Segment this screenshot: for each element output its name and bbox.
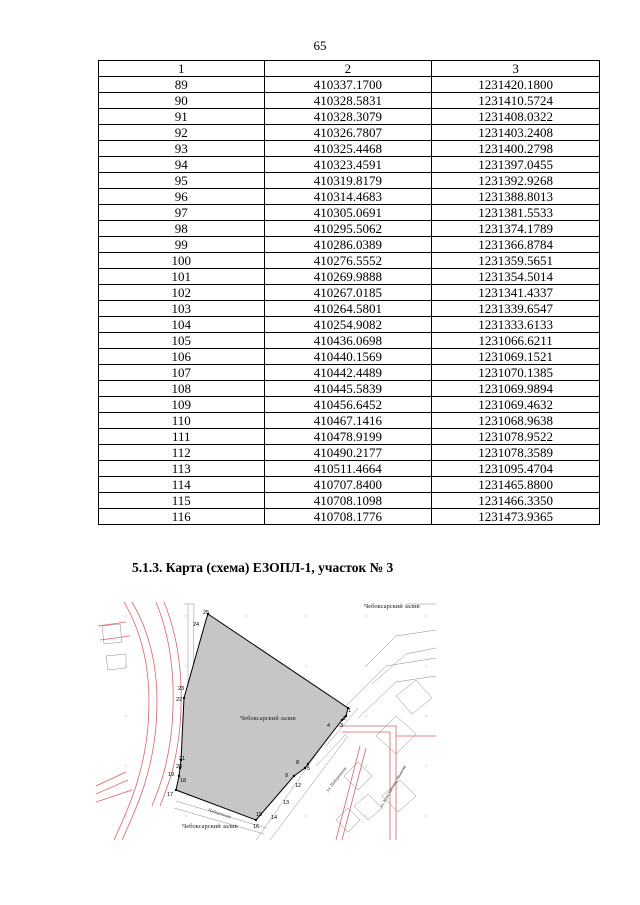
table-row — [99, 461, 600, 477]
cell-y-coordinate: 1231381.5533 — [432, 205, 600, 221]
point-label-22: 22 — [176, 697, 183, 703]
cell-y-coordinate: 1231339.6547 — [432, 301, 600, 317]
cell-point-number: 96 — [99, 189, 265, 205]
point-label-23: 23 — [178, 686, 185, 692]
cell-x-coordinate: 410286.0389 — [264, 237, 432, 253]
cell-y-coordinate: 1231400.2798 — [432, 141, 600, 157]
point-label-19: 19 — [168, 772, 175, 778]
cell-x-coordinate: 410319.8179 — [264, 173, 432, 189]
cell-point-number: 91 — [99, 109, 265, 125]
map-street-label-2: ул. Набережная — [324, 766, 348, 793]
point-label-4: 4 — [327, 723, 331, 729]
cell-y-coordinate: 1231388.8013 — [432, 189, 600, 205]
cell-y-coordinate: 1231359.5651 — [432, 253, 600, 269]
table-row — [99, 301, 600, 317]
column-header-x: 2 — [264, 61, 432, 77]
table-row — [99, 429, 600, 445]
point-label-8: 8 — [296, 760, 300, 766]
cell-x-coordinate: 410325.4468 — [264, 141, 432, 157]
cell-x-coordinate: 410490.2177 — [264, 445, 432, 461]
table-row — [99, 493, 600, 509]
point-label-20: 20 — [176, 764, 183, 770]
table-row — [99, 381, 600, 397]
grid-cross — [124, 714, 128, 718]
cell-y-coordinate: 1231374.1789 — [432, 221, 600, 237]
river-bank-red-lines — [96, 602, 181, 840]
cell-x-coordinate: 410445.5839 — [264, 381, 432, 397]
cell-x-coordinate: 410708.1098 — [264, 493, 432, 509]
grid-cross — [304, 814, 308, 818]
point-label-3: 3 — [340, 723, 344, 729]
table-row — [99, 317, 600, 333]
cell-x-coordinate: 410295.5062 — [264, 221, 432, 237]
grid-cross — [424, 714, 428, 718]
cell-x-coordinate: 410456.6452 — [264, 397, 432, 413]
page-number: 65 — [313, 38, 327, 53]
coordinates-table — [98, 60, 600, 525]
cell-y-coordinate: 1231473.9365 — [432, 509, 600, 525]
table-row — [99, 221, 600, 237]
cell-point-number: 95 — [99, 173, 265, 189]
map-street-label-3: ул. Константина Иванова — [378, 764, 408, 809]
grid-cross — [184, 614, 188, 618]
cell-point-number: 101 — [99, 269, 265, 285]
cell-x-coordinate: 410511.4664 — [264, 461, 432, 477]
point-label-9: 9 — [285, 773, 289, 779]
cell-x-coordinate: 410442.4489 — [264, 365, 432, 381]
map-zone-label: Чебоксарский залив — [240, 715, 296, 722]
map-top-right-label: Чебоксарский залив — [364, 603, 420, 610]
cell-point-number: 113 — [99, 461, 265, 477]
cell-x-coordinate: 410328.5831 — [264, 93, 432, 109]
cell-x-coordinate: 410436.0698 — [264, 333, 432, 349]
grid-cross — [244, 614, 248, 618]
grid-cross — [424, 814, 428, 818]
cell-point-number: 100 — [99, 253, 265, 269]
table-row — [99, 445, 600, 461]
cell-x-coordinate: 410467.1416 — [264, 413, 432, 429]
cell-y-coordinate: 1231403.2408 — [432, 125, 600, 141]
table-body — [99, 77, 600, 525]
cell-point-number: 90 — [99, 93, 265, 109]
cell-y-coordinate: 1231392.9268 — [432, 173, 600, 189]
table-row — [99, 109, 600, 125]
map-scheme — [96, 596, 436, 840]
table-row — [99, 349, 600, 365]
cell-point-number: 104 — [99, 317, 265, 333]
cell-y-coordinate: 1231420.1800 — [432, 77, 600, 93]
cell-y-coordinate: 1231069.4632 — [432, 397, 600, 413]
cell-point-number: 110 — [99, 413, 265, 429]
table-row — [99, 77, 600, 93]
cell-x-coordinate: 410264.5801 — [264, 301, 432, 317]
cell-point-number: 92 — [99, 125, 265, 141]
cell-x-coordinate: 410323.4591 — [264, 157, 432, 173]
point-label-1: 1 — [348, 708, 352, 714]
table-row — [99, 141, 600, 157]
grid-cross — [184, 814, 188, 818]
point-label-5: 5 — [307, 766, 311, 772]
cell-x-coordinate: 410254.9082 — [264, 317, 432, 333]
table-row — [99, 157, 600, 173]
table-row — [99, 365, 600, 381]
cell-y-coordinate: 1231069.1521 — [432, 349, 600, 365]
cell-point-number: 89 — [99, 77, 265, 93]
cell-x-coordinate: 410314.4683 — [264, 189, 432, 205]
cell-point-number: 97 — [99, 205, 265, 221]
cell-y-coordinate: 1231078.9522 — [432, 429, 600, 445]
table-row — [99, 413, 600, 429]
point-label-12: 12 — [295, 783, 302, 789]
cell-point-number: 98 — [99, 221, 265, 237]
cell-y-coordinate: 1231069.9894 — [432, 381, 600, 397]
cell-y-coordinate: 1231078.3589 — [432, 445, 600, 461]
cell-y-coordinate: 1231066.6211 — [432, 333, 600, 349]
section-heading: 5.1.3. Карта (схема) ЕЗОПЛ-1, участок № 3 — [132, 560, 394, 575]
point-label-16: 16 — [253, 824, 260, 830]
cell-x-coordinate: 410707.8400 — [264, 477, 432, 493]
table-row — [99, 237, 600, 253]
cell-point-number: 103 — [99, 301, 265, 317]
cell-point-number: 116 — [99, 509, 265, 525]
cell-y-coordinate: 1231397.0455 — [432, 157, 600, 173]
cell-point-number: 99 — [99, 237, 265, 253]
cell-y-coordinate: 1231354.5014 — [432, 269, 600, 285]
grid-cross — [304, 614, 308, 618]
cell-point-number: 105 — [99, 333, 265, 349]
table-row — [99, 397, 600, 413]
cell-point-number: 115 — [99, 493, 265, 509]
grid-cross — [124, 614, 128, 618]
map-svg — [96, 596, 436, 840]
table-row — [99, 269, 600, 285]
cell-x-coordinate: 410708.1776 — [264, 509, 432, 525]
cell-y-coordinate: 1231466.3350 — [432, 493, 600, 509]
table-row — [99, 189, 600, 205]
cell-point-number: 114 — [99, 477, 265, 493]
cell-point-number: 111 — [99, 429, 265, 445]
point-label-17: 17 — [167, 792, 174, 798]
cell-y-coordinate: 1231408.0322 — [432, 109, 600, 125]
point-label-2: 2 — [343, 716, 347, 722]
table-header-row — [99, 61, 600, 77]
table-row — [99, 93, 600, 109]
grid-cross — [424, 614, 428, 618]
cell-point-number: 102 — [99, 285, 265, 301]
grid-cross — [364, 614, 368, 618]
cell-point-number: 108 — [99, 381, 265, 397]
cell-y-coordinate: 1231341.4337 — [432, 285, 600, 301]
table-row — [99, 477, 600, 493]
point-label-24: 24 — [193, 622, 200, 628]
cell-x-coordinate: 410305.0691 — [264, 205, 432, 221]
cell-x-coordinate: 410328.3079 — [264, 109, 432, 125]
table-row — [99, 205, 600, 221]
cell-x-coordinate: 410478.9199 — [264, 429, 432, 445]
cell-y-coordinate: 1231068.9638 — [432, 413, 600, 429]
table-row — [99, 509, 600, 525]
grid-cross — [424, 664, 428, 668]
column-header-y: 3 — [432, 61, 600, 77]
table-row — [99, 253, 600, 269]
table-row — [99, 333, 600, 349]
grid-cross — [364, 814, 368, 818]
cell-y-coordinate: 1231366.8784 — [432, 237, 600, 253]
cell-x-coordinate: 410326.7807 — [264, 125, 432, 141]
cell-point-number: 112 — [99, 445, 265, 461]
grid-cross — [364, 714, 368, 718]
cell-point-number: 93 — [99, 141, 265, 157]
grid-cross — [124, 764, 128, 768]
grid-cross — [304, 664, 308, 668]
point-label-14: 14 — [271, 815, 278, 821]
point-label-15: 15 — [256, 812, 263, 818]
cell-x-coordinate: 410276.5552 — [264, 253, 432, 269]
cell-x-coordinate: 410269.9888 — [264, 269, 432, 285]
grid-cross — [184, 664, 188, 668]
cell-x-coordinate: 410267.0185 — [264, 285, 432, 301]
cell-x-coordinate: 410337.1700 — [264, 77, 432, 93]
cell-x-coordinate: 410440.1569 — [264, 349, 432, 365]
grid-cross — [424, 764, 428, 768]
column-header-point: 1 — [99, 61, 265, 77]
map-bottom-label: Чебоксарский залив — [182, 823, 238, 830]
point-label-18: 18 — [180, 778, 187, 784]
cell-point-number: 107 — [99, 365, 265, 381]
point-label-25: 25 — [203, 610, 210, 616]
table-row — [99, 285, 600, 301]
cell-y-coordinate: 1231095.4704 — [432, 461, 600, 477]
cell-y-coordinate: 1231465.8800 — [432, 477, 600, 493]
cell-point-number: 109 — [99, 397, 265, 413]
cell-y-coordinate: 1231410.5724 — [432, 93, 600, 109]
cell-y-coordinate: 1231070.1385 — [432, 365, 600, 381]
point-label-13: 13 — [283, 800, 290, 806]
cell-point-number: 94 — [99, 157, 265, 173]
grid-cross — [364, 764, 368, 768]
cell-y-coordinate: 1231333.6133 — [432, 317, 600, 333]
table-row — [99, 125, 600, 141]
cell-point-number: 106 — [99, 349, 265, 365]
table-row — [99, 173, 600, 189]
map-street-label-1: Набережная — [207, 807, 232, 820]
point-label-21: 21 — [179, 756, 186, 762]
